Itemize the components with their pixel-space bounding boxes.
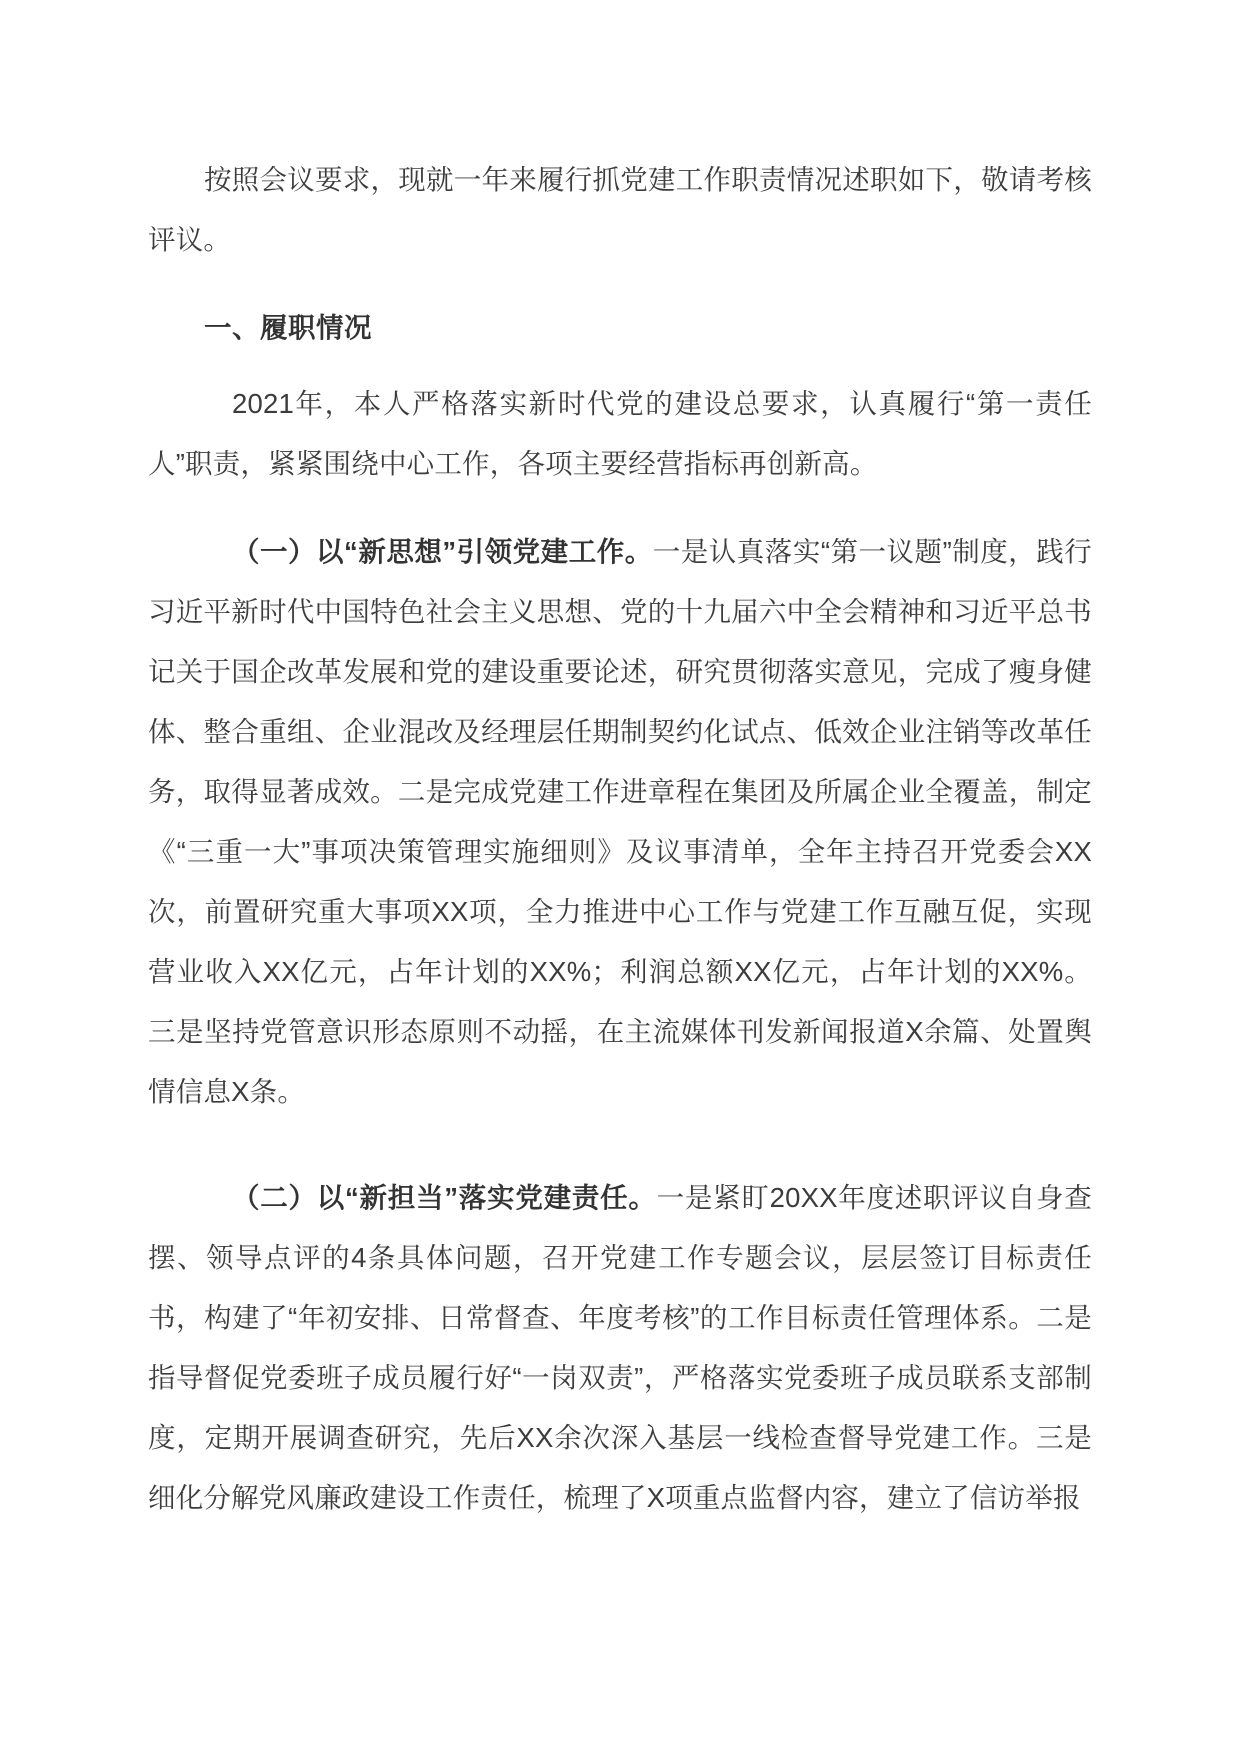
spacer xyxy=(148,494,1092,522)
subsection-two-lead: （二）以“新担当”落实党建责任。 xyxy=(232,1182,657,1213)
subsection-one-body: 一是认真落实“第一议题”制度，践行习近平新时代中国特色社会主义思想、党的十九届六中全会精神和习近平总书记关于国企改革发展和党的建设重要论述，研究贯彻落实意见，完成了瘦身健体、整合重组、企业混改及经理层任期制契约化试点、低效企业注销等改革任务，取得显著成效。二是完成党建工作进章程在集团及所属企业全覆盖，制定《“三重一大”事项决策管理实施细则》及议事清单，全年主持召开党委会XX次，前置研究重大事项XX项，全力推进中心工作与党建工作互融互促，实现营业收入XX亿元，占年计划的XX%；利润总额XX亿元，占年计划的XX%。三是坚持党管意识形态原则不动摇，在主流媒体刊发新闻报道X余篇、处置舆情信息X条。 xyxy=(148,536,1093,1107)
subsection-one-paragraph xyxy=(148,522,1092,1122)
section-one-intro-paragraph: 2021年，本人严格落实新时代党的建设总要求，认真履行“第一责任人”职责，紧紧围绕中心工作，各项主要经营指标再创新高。 xyxy=(148,388,1092,479)
subsection-two-paragraph xyxy=(148,1168,1092,1528)
spacer xyxy=(148,358,1092,374)
subsection-one-lead: （一）以“新思想”引领党建工作。 xyxy=(232,536,653,567)
subsection-two-body: 一是紧盯20XX年度述职评议自身查摆、领导点评的4条具体问题，召开党建工作专题会议，层层签订目标责任书，构建了“年初安排、日常督查、年度考核”的工作目标责任管理体系。二是指导督促党委班子成员履行好“一岗双责”，严格落实党委班子成员联系支部制度，定期开展调查研究，先后XX余次深入基层一线检查督导党建工作。三是细化分解党风廉政建设工作责任，梳理了X项重点监督内容，建立了信访举报 xyxy=(148,1182,1093,1513)
spacer xyxy=(148,270,1092,298)
section-heading-one: 一、履职情况 xyxy=(204,312,372,343)
intro-paragraph: 按照会议要求，现就一年来履行抓党建工作职责情况述职如下，敬请考核评议。 xyxy=(148,164,1092,255)
document-body xyxy=(148,150,1092,1528)
spacer xyxy=(148,1122,1092,1168)
